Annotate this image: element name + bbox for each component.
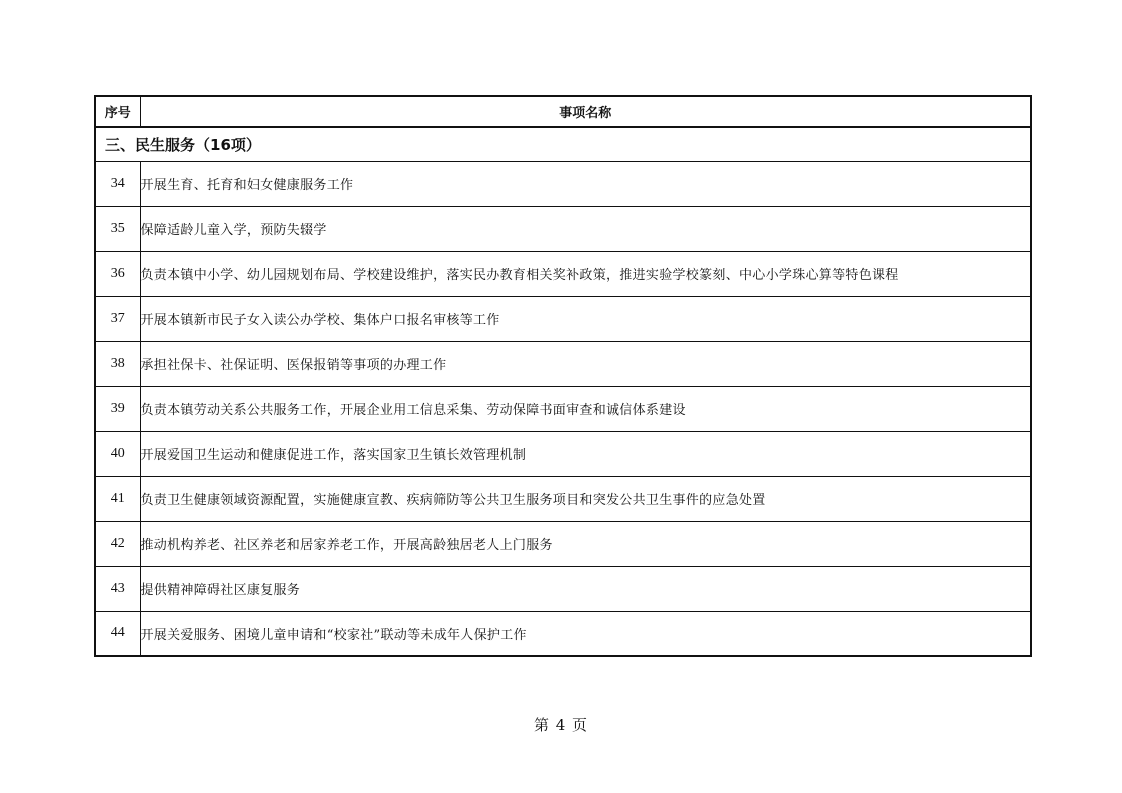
row-name: 保障适龄儿童入学，预防失辍学 — [140, 206, 1031, 251]
section-title: 三、民生服务（16项） — [95, 127, 1031, 161]
table-row — [95, 296, 1031, 341]
row-name: 推动机构养老、社区养老和居家养老工作，开展高龄独居老人上门服务 — [140, 521, 1031, 566]
table-row — [95, 161, 1031, 206]
page-number: 第 4 页 — [533, 716, 589, 734]
section-row — [95, 127, 1031, 161]
row-number: 44 — [95, 611, 140, 656]
row-number: 43 — [95, 566, 140, 611]
table-row — [95, 386, 1031, 431]
row-name: 开展爱国卫生运动和健康促进工作，落实国家卫生镇长效管理机制 — [140, 431, 1031, 476]
row-name: 开展本镇新市民子女入读公办学校、集体户口报名审核等工作 — [140, 296, 1031, 341]
row-number: 37 — [95, 296, 140, 341]
row-name: 承担社保卡、社保证明、医保报销等事项的办理工作 — [140, 341, 1031, 386]
table-row — [95, 566, 1031, 611]
row-number: 34 — [95, 161, 140, 206]
row-number: 40 — [95, 431, 140, 476]
row-name: 提供精神障碍社区康复服务 — [140, 566, 1031, 611]
row-number: 41 — [95, 476, 140, 521]
table-row — [95, 476, 1031, 521]
column-header-name: 事项名称 — [140, 96, 1031, 127]
table-row — [95, 611, 1031, 656]
row-name: 开展生育、托育和妇女健康服务工作 — [140, 161, 1031, 206]
row-name: 负责本镇中小学、幼儿园规划布局、学校建设维护，落实民办教育相关奖补政策，推进实验学校篆刻、中心小学珠心算等特色课程 — [140, 251, 1031, 296]
table-row — [95, 521, 1031, 566]
row-number: 36 — [95, 251, 140, 296]
row-number: 38 — [95, 341, 140, 386]
row-name: 负责卫生健康领域资源配置，实施健康宣教、疾病筛防等公共卫生服务项目和突发公共卫生事件的应急处置 — [140, 476, 1031, 521]
table-row — [95, 206, 1031, 251]
column-header-number: 序号 — [95, 96, 140, 127]
items-table — [94, 95, 1032, 657]
row-number: 42 — [95, 521, 140, 566]
table-row — [95, 341, 1031, 386]
table-row — [95, 251, 1031, 296]
table-header-row — [95, 96, 1031, 127]
row-number: 35 — [95, 206, 140, 251]
row-number: 39 — [95, 386, 140, 431]
table-row — [95, 431, 1031, 476]
row-name: 负责本镇劳动关系公共服务工作，开展企业用工信息采集、劳动保障书面审查和诚信体系建设 — [140, 386, 1031, 431]
row-name: 开展关爱服务、困境儿童申请和“校家社”联动等未成年人保护工作 — [140, 611, 1031, 656]
